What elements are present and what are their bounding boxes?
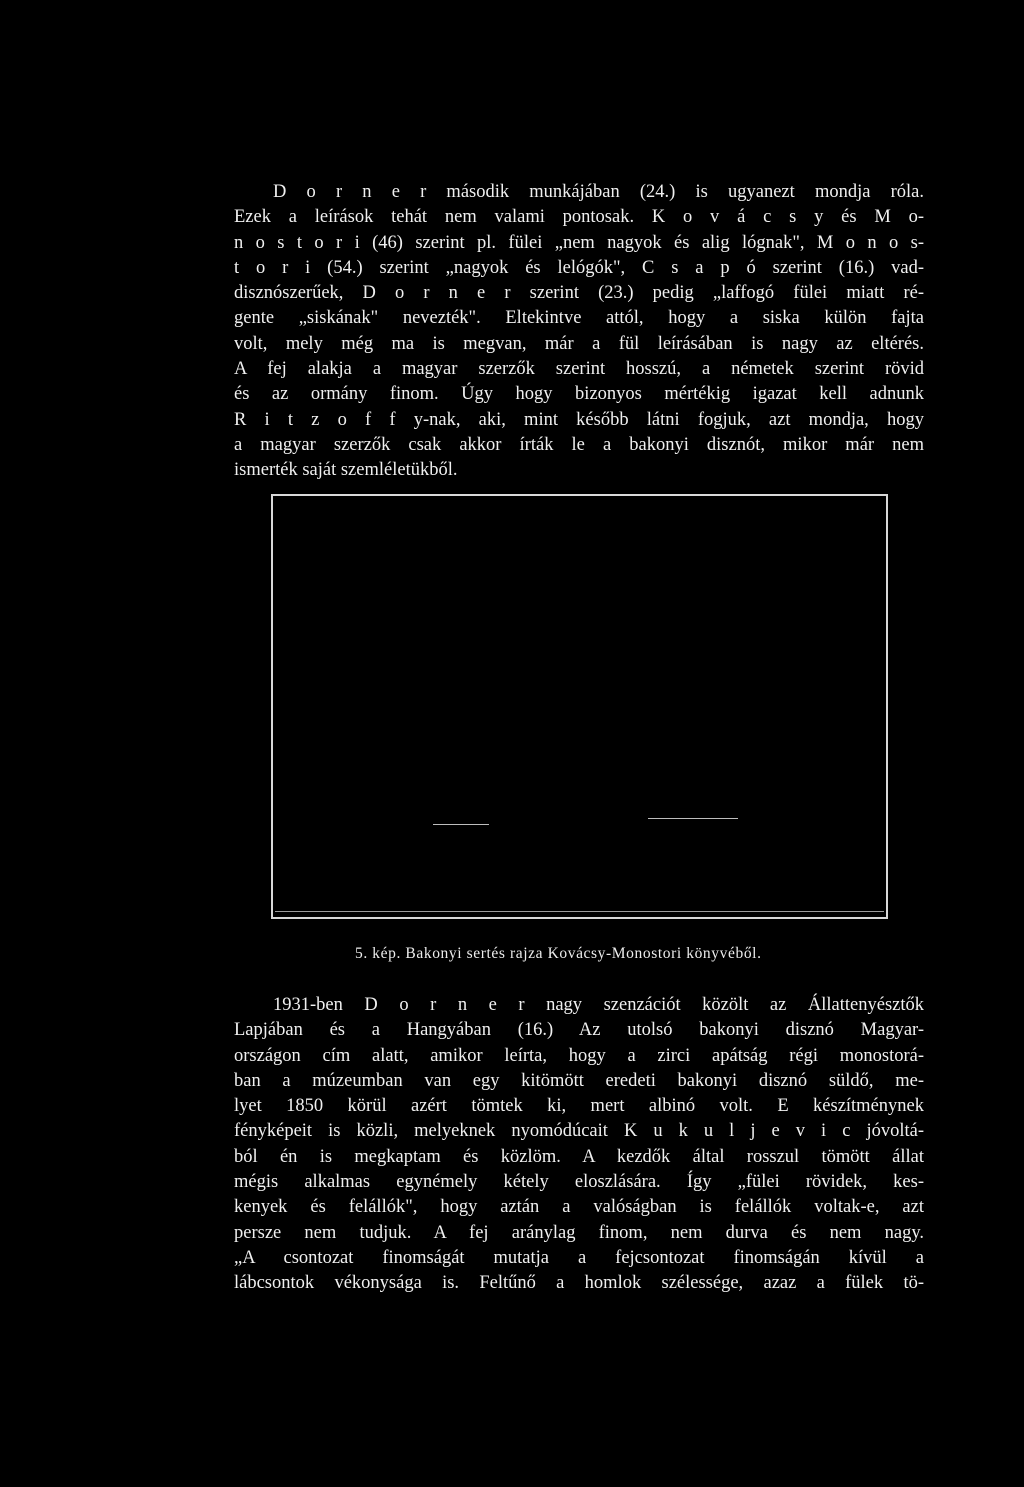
paragraph-line: kenyek és felállók", hogy aztán a valóságban is felállók voltak-e, azt [234, 1197, 924, 1218]
figure-bottom-rule [275, 911, 884, 912]
paragraph-line: persze nem tudjuk. A fej aránylag finom, nem durva és nem nagy. [234, 1222, 924, 1243]
paragraph-line: a magyar szerzők csak akkor írták le a bakonyi disznót, mikor már nem [234, 434, 924, 455]
paragraph-line: D o r n e r második munkájában (24.) is ugyanezt mondja róla. [273, 182, 924, 202]
paragraph-line: disznószerűek, D o r n e r szerint (23.) pedig „laffogó fülei miatt ré- [234, 283, 924, 304]
paragraph-line: mégis alkalmas egynémely kétely eloszlására. Így „fülei rövidek, kes- [234, 1172, 924, 1193]
paragraph-line: 1931-ben D o r n e r nagy szenzációt közölt az Állattenyésztők [273, 995, 924, 1015]
paragraph-line: gente „siskának" nevezték". Eltekintve attól, hogy a siska külön fajta [234, 308, 924, 329]
paragraph-2 [234, 993, 924, 1297]
paragraph-line: ból én is megkaptam és közlöm. A kezdők által rosszul tömött állat [234, 1146, 924, 1167]
paragraph-line: ban a múzeumban van egy kitömött eredeti bakonyi disznó süldő, me- [234, 1070, 924, 1091]
paragraph-line: lyet 1850 körül azért tömtek ki, mert albinó volt. E készítménynek [234, 1096, 924, 1117]
paragraph-line: R i t z o f f y-nak, aki, mint később látni fogjuk, azt mondja, hogy [234, 409, 924, 430]
paragraph-1 [234, 180, 924, 484]
paragraph-line: A fej alakja a magyar szerzők szerint hosszú, a németek szerint rövid [234, 359, 924, 380]
figure-image-frame [271, 494, 888, 919]
paragraph-line: Lapjában és a Hangyában (16.) Az utolsó bakonyi disznó Magyar- [234, 1020, 924, 1041]
paragraph-line: ismerték saját szemléletükből. [234, 460, 458, 481]
paragraph-line: t o r i (54.) szerint „nagyok és lelógók", C s a p ó szerint (16.) vad- [234, 257, 924, 278]
paragraph-line: fényképeit is közli, melyeknek nyomódúcait K u k u l j e v i c jóvoltá- [234, 1121, 924, 1142]
paragraph-line: lábcsontok vékonysága is. Feltűnő a homlok szélessége, azaz a fülek tö- [234, 1273, 924, 1294]
paragraph-line: „A csontozat finomságát mutatja a fejcsontozat finomságán kívül a [234, 1247, 924, 1268]
figure-caption: 5. kép. Bakonyi sertés rajza Kovácsy-Monostori könyvéből. [355, 945, 762, 962]
paragraph-line: volt, mely még ma is megvan, már a fül leírásában is nagy az eltérés. [234, 333, 924, 354]
figure-ground-mark [648, 818, 738, 819]
paragraph-line: országon cím alatt, amikor leírta, hogy a zirci apátság régi monostorá- [234, 1045, 924, 1066]
figure-ground-mark [433, 824, 489, 825]
paragraph-line: és az ormány finom. Úgy hogy bizonyos mértékig igazat kell adnunk [234, 384, 924, 405]
paragraph-line: n o s t o r i (46) szerint pl. fülei „nem nagyok és alig lógnak", M o n o s- [234, 232, 924, 253]
paragraph-line: Ezek a leírások tehát nem valami pontosak. K o v á c s y és M o- [234, 207, 924, 228]
